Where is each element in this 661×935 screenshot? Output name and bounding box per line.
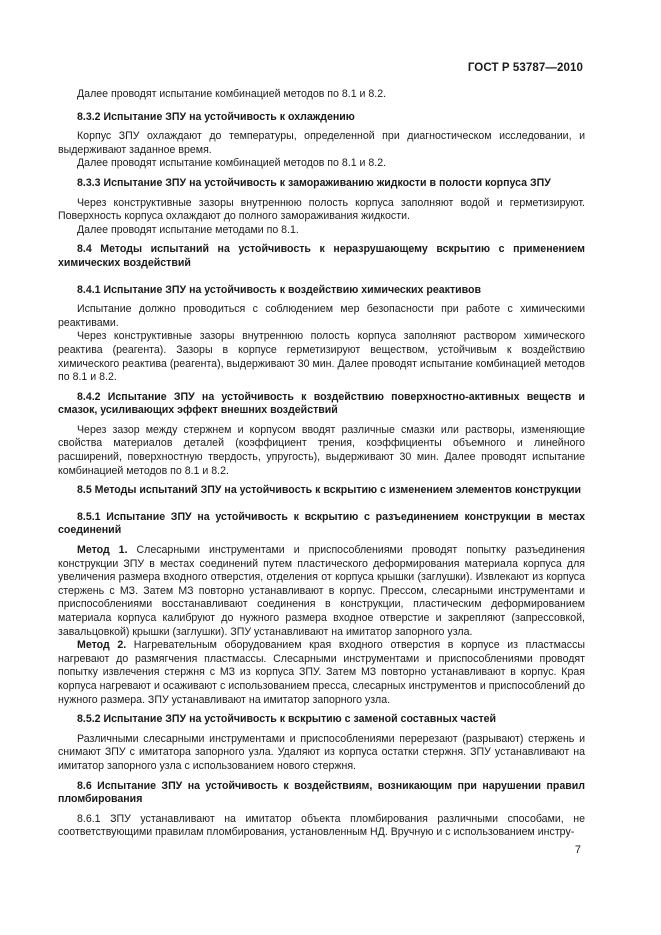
section-heading-8-5: 8.5 Методы испытаний ЗПУ на устойчивость к вскрытию с изменением элементов конструкции xyxy=(77,484,582,497)
section-heading-8-3-3: 8.3.3 Испытание ЗПУ на устойчивость к замораживанию жидкости в полости корпуса ЗПУ xyxy=(77,176,551,189)
paragraph: Различными слесарными инструментами и приспособлениями перерезают (разрывают) стержень и снимают ЗПУ с имитатора запорного узла. Удаляют из корпуса остатки стержня. ЗПУ устанавливают на имитатор запорного узла с использованием нового стержня. xyxy=(58,732,585,772)
paragraph: Через конструктивные зазоры внутреннюю полость корпуса заполняют водой и герметизируют. Поверхность корпуса охлаждают до полного замораживания жидкости. xyxy=(58,196,585,223)
section-heading-8-5-2: 8.5.2 Испытание ЗПУ на устойчивость к вскрытию с заменой составных частей xyxy=(77,713,497,726)
paragraph-method-2 xyxy=(58,639,585,707)
method-1-text: Слесарными инструментами и приспособлениями проводят попытку разъединения конструкции ЗПУ в местах соединений путем пластического деформирования материала корпуса для увеличения размера входного отверстия, отделения от корпуса крышки (заглушки). Извлекают из корпуса стержень с МЗ. Затем МЗ повторно устанавливают в корпус. Прессом, слесарными инструментами и приспособлениями восстанавливают соединения в конструкции, пластическим деформированием материала корпуса калибруют до нужного размера входное отверстие и закрепляют (запрессовкой, завальцовкой) крышки (заглушки). ЗПУ устанавливают на имитатор запорного узла. xyxy=(58,544,585,638)
paragraph-method-1 xyxy=(58,544,585,639)
paragraph: Корпус ЗПУ охлаждают до температуры, определенной при диагностическом исследовании, и выдерживают заданное время. xyxy=(58,130,585,156)
method-2-label: Метод 2. xyxy=(77,639,127,652)
paragraph: Испытание должно проводиться с соблюдением мер безопасности при работе с химическими реактивами. xyxy=(58,303,585,329)
standard-header: ГОСТ Р 53787—2010 xyxy=(467,62,583,74)
section-heading-8-5-1: 8.5.1 Испытание ЗПУ на устойчивость к вскрытию с разъединением конструкции в местах соединений xyxy=(58,510,585,537)
section-heading-8-6: 8.6 Испытание ЗПУ на устойчивость к воздействиям, возникающим при нарушении правил пломбирования xyxy=(58,779,585,806)
section-heading-8-4: 8.4 Методы испытаний на устойчивость к неразрушающему вскрытию с применением химических воздействий xyxy=(58,243,585,269)
section-heading-8-4-1: 8.4.1 Испытание ЗПУ на устойчивость к воздействию химических реактивов xyxy=(77,283,482,296)
method-2-text: Нагревательным оборудованием края входного отверстия в корпусе из пластмассы нагревают до размягчения пластмассы. Слесарными инструментами и приспособлениями проводят попытку извлечения стержня с МЗ из корпуса ЗПУ. Затем МЗ повторно устанавливают в корпус. Края корпуса нагревают и осаживают с использованием пресса, слесарных инструментов и приспособлений до нужного размера. ЗПУ устанавливают на имитатор запорного узла. xyxy=(58,639,585,706)
section-heading-8-4-2: 8.4.2 Испытание ЗПУ на устойчивость к воздействию поверхностно-активных веществ и смазок, усиливающих эффект внешних воздействий xyxy=(58,390,585,417)
paragraph: Далее проводят испытание методами по 8.1. xyxy=(77,223,299,236)
method-1-label: Метод 1. xyxy=(77,544,128,557)
document-body xyxy=(58,88,585,840)
paragraph: Через конструктивные зазоры внутреннюю полость корпуса заполняют раствором химического реактива (реагента). Зазоры в корпусе герметизируют веществом, устойчивым к воздействию химического реактива (реагента), выдерживают 30 мин. Далее проводят испытание комбинацией методов по 8.1 и 8.2. xyxy=(58,330,585,384)
page-number: 7 xyxy=(574,844,581,856)
paragraph: Через зазор между стержнем и корпусом вводят различные смазки или растворы, изменяющие свойства материалов деталей (коэффициент трения, коэффициенты объемного и линейного расширений, поверхностную твердость, упругость), выдерживают 30 мин. Далее проводят испытание комбинацией методов по 8.1 и 8.2. xyxy=(58,423,585,477)
paragraph: Далее проводят испытание комбинацией методов по 8.1 и 8.2. xyxy=(77,88,387,100)
paragraph: 8.6.1 ЗПУ устанавливают на имитатор объекта пломбирования различными способами, не соответствующими правилам пломбирования, установленным НД. Вручную и с использованием инстру- xyxy=(58,812,585,839)
paragraph: Далее проводят испытание комбинацией методов по 8.1 и 8.2. xyxy=(77,157,387,170)
section-heading-8-3-2: 8.3.2 Испытание ЗПУ на устойчивость к охлаждению xyxy=(77,110,355,123)
